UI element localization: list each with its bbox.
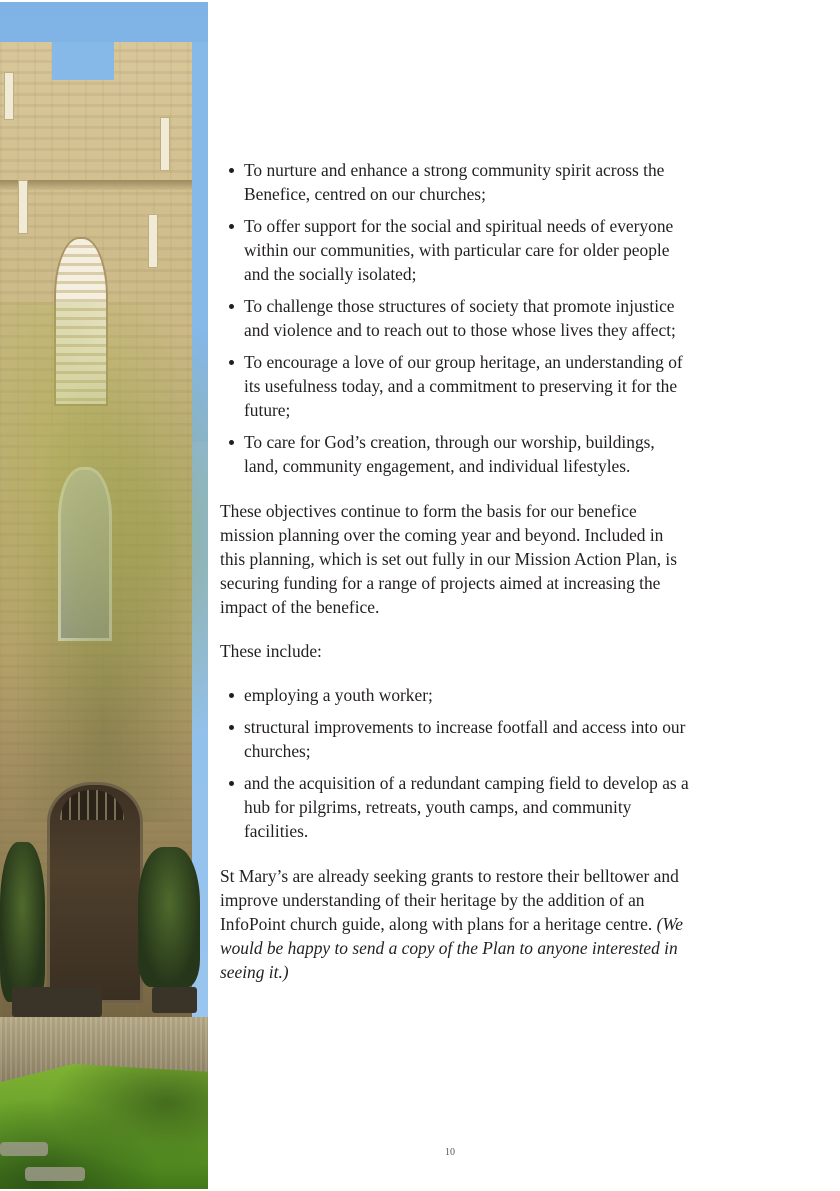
bullet-icon [229,360,234,365]
bullet-icon [229,781,234,786]
flagstone [0,1142,48,1156]
objective-item: To nurture and enhance a strong community spirit across the Benefice, centred on our churches; [220,158,690,206]
st-marys-paragraph: St Mary’s are already seeking grants to restore their belltower and improve understanding of their heritage by the addition of an InfoPoint church guide, along with plans for a heritage centre. (We would be happy to send a copy of the Plan to anyone interested in seeing it.) [220,866,683,982]
bullet-icon [229,168,234,173]
tower-slit [148,214,158,268]
tree-foliage [0,302,208,822]
church-tower-photo [0,2,208,1189]
tower-slit [18,180,28,234]
planter [152,987,197,1013]
objective-item: To challenge those structures of society that promote injustice and violence and to reach out to those whose lives they affect; [220,294,690,342]
projects-list [220,683,690,843]
these-include-label: These include: [220,641,322,661]
page-content [220,158,690,984]
flagstone [25,1167,85,1181]
project-item: employing a youth worker; [220,683,690,707]
project-item: and the acquisition of a redundant camping field to develop as a hub for pilgrims, retreats, youth camps, and community facilities. [220,771,690,843]
bullet-icon [229,440,234,445]
bullet-icon [229,725,234,730]
objectives-paragraph: These objectives continue to form the basis for our benefice mission planning over the coming year and beyond. Included in this planning, which is set out fully in our Mission Action Plan, is securing funding for a range of projects aimed at increasing the impact of the benefice. [220,501,677,617]
bullet-icon [229,304,234,309]
shrub [0,842,45,1002]
tower-slit [160,117,170,171]
objective-item: To encourage a love of our group heritage, an understanding of its usefulness today, and a commitment to preserving it for the future; [220,350,690,422]
plan-offer-note: (We would be happy to send a copy of the Plan to anyone interested in seeing it.) [220,914,683,982]
objective-item: To offer support for the social and spiritual needs of everyone within our communities, with particular care for older people and the socially isolated; [220,214,690,286]
objectives-list [220,158,690,478]
shrub [138,847,200,987]
battlement-gap [52,42,114,80]
bullet-icon [229,224,234,229]
objective-item: To care for God’s creation, through our worship, buildings, land, community engagement, and individual lifestyles. [220,430,690,478]
page-number: 10 [445,1147,455,1158]
tower-cornice [0,180,192,190]
project-item: structural improvements to increase footfall and access into our churches; [220,715,690,763]
bullet-icon [229,693,234,698]
tower-slit [4,72,14,120]
planter [12,987,102,1017]
